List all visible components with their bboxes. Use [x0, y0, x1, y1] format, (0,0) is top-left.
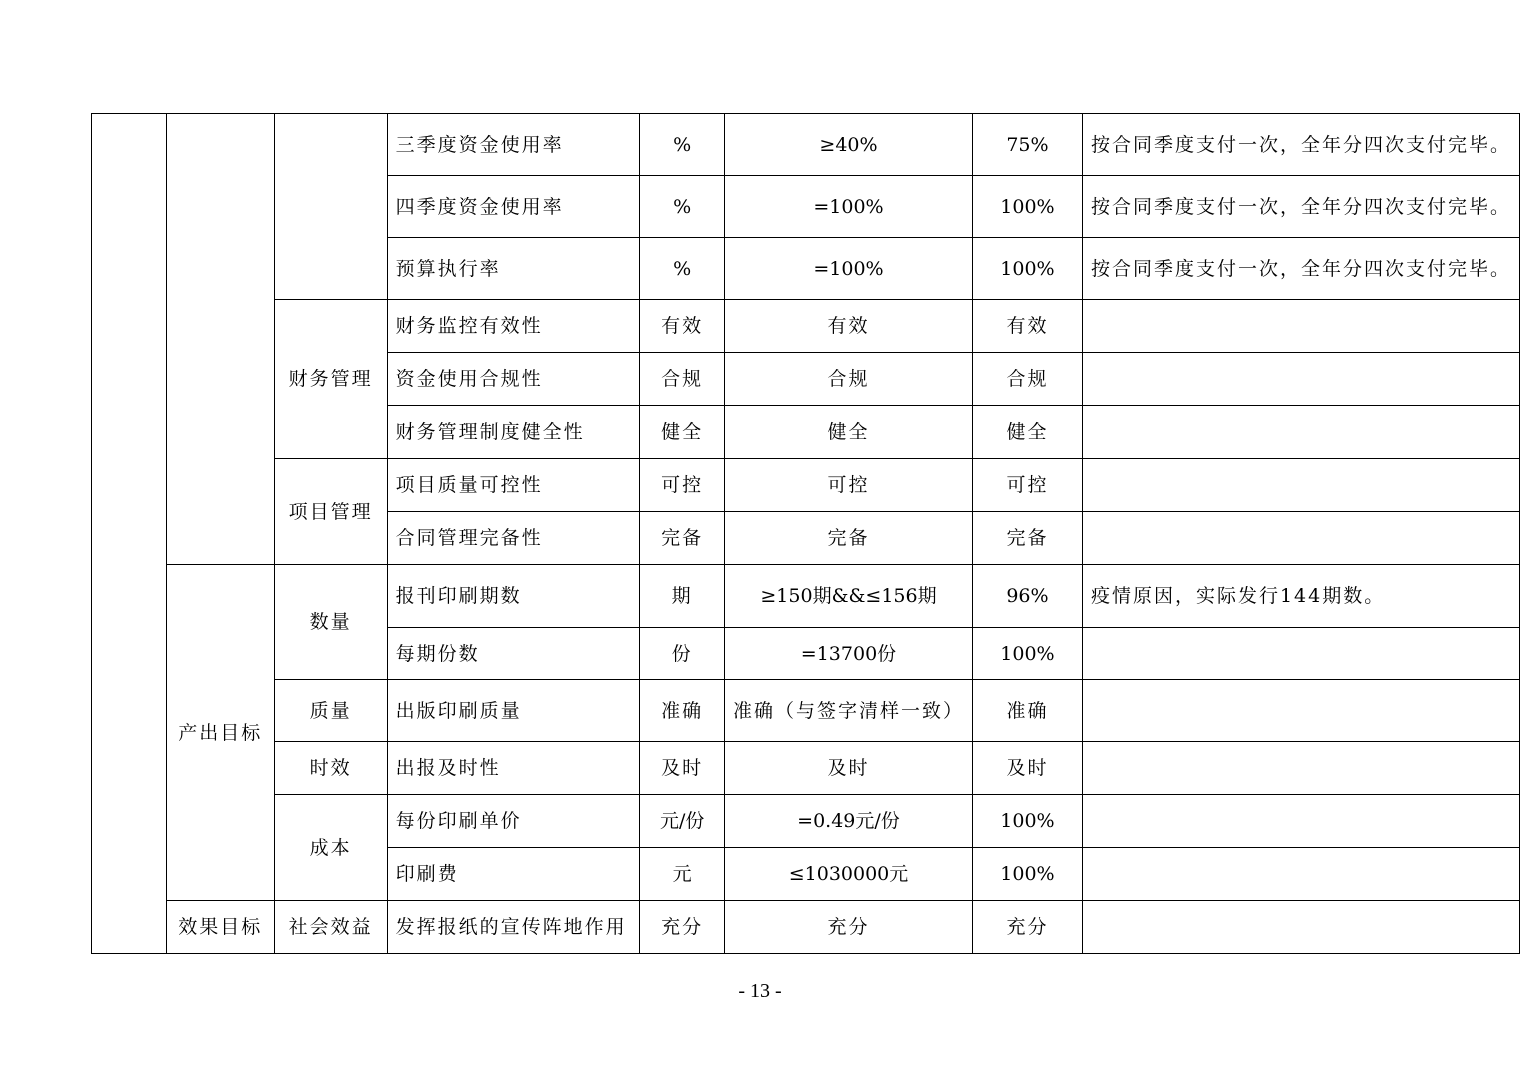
indicator-cell: 每份印刷单价 [387, 795, 640, 848]
performance-indicator-table [91, 113, 1520, 954]
target-cell: =13700份 [724, 628, 972, 680]
target-cell: 可控 [724, 459, 972, 512]
actual-cell: 100% [973, 848, 1083, 901]
indicator-cell: 预算执行率 [387, 238, 640, 300]
unit-cell: 元/份 [640, 795, 725, 848]
level1-cell [92, 114, 167, 954]
level3-cell: 财务管理 [274, 300, 387, 459]
actual-cell: 健全 [973, 406, 1083, 459]
level2-cell: 效果目标 [166, 901, 274, 954]
level3-cell: 数量 [274, 565, 387, 680]
table-row [92, 114, 1520, 176]
table-row [92, 565, 1520, 628]
indicator-cell: 发挥报纸的宣传阵地作用 [387, 901, 640, 954]
unit-cell: 可控 [640, 459, 725, 512]
level3-cell: 项目管理 [274, 459, 387, 565]
note-cell: 按合同季度支付一次，全年分四次支付完毕。 [1082, 114, 1519, 176]
note-cell [1082, 848, 1519, 901]
actual-cell: 有效 [973, 300, 1083, 353]
actual-cell: 及时 [973, 742, 1083, 795]
unit-cell: 充分 [640, 901, 725, 954]
table-row [92, 459, 1520, 512]
unit-cell: % [640, 176, 725, 238]
note-cell [1082, 459, 1519, 512]
indicator-cell: 资金使用合规性 [387, 353, 640, 406]
table-row [92, 901, 1520, 954]
indicator-cell: 四季度资金使用率 [387, 176, 640, 238]
note-cell [1082, 680, 1519, 742]
target-cell: ≤1030000元 [724, 848, 972, 901]
unit-cell: 及时 [640, 742, 725, 795]
unit-cell: % [640, 114, 725, 176]
note-cell: 按合同季度支付一次，全年分四次支付完毕。 [1082, 238, 1519, 300]
note-cell [1082, 512, 1519, 565]
page-number: - 13 - [738, 980, 782, 1002]
level3-cell: 社会效益 [274, 901, 387, 954]
target-cell: ≥150期&&≤156期 [724, 565, 972, 628]
actual-cell: 合规 [973, 353, 1083, 406]
unit-cell: 期 [640, 565, 725, 628]
note-cell [1082, 300, 1519, 353]
table-row [92, 795, 1520, 848]
target-cell: 合规 [724, 353, 972, 406]
target-cell: 及时 [724, 742, 972, 795]
target-cell: 完备 [724, 512, 972, 565]
target-cell: 准确（与签字清样一致） [724, 680, 972, 742]
actual-cell: 准确 [973, 680, 1083, 742]
note-cell: 按合同季度支付一次，全年分四次支付完毕。 [1082, 176, 1519, 238]
note-cell [1082, 795, 1519, 848]
actual-cell: 充分 [973, 901, 1083, 954]
level2-cell: 产出目标 [166, 565, 274, 901]
level3-cell: 质量 [274, 680, 387, 742]
actual-cell: 100% [973, 795, 1083, 848]
indicator-cell: 财务监控有效性 [387, 300, 640, 353]
table-row [92, 300, 1520, 353]
indicator-cell: 合同管理完备性 [387, 512, 640, 565]
indicator-cell: 印刷费 [387, 848, 640, 901]
level3-cell [274, 114, 387, 300]
note-cell [1082, 353, 1519, 406]
indicator-cell: 项目质量可控性 [387, 459, 640, 512]
unit-cell: 元 [640, 848, 725, 901]
note-cell [1082, 742, 1519, 795]
actual-cell: 完备 [973, 512, 1083, 565]
table-row [92, 742, 1520, 795]
indicator-cell: 三季度资金使用率 [387, 114, 640, 176]
target-cell: =100% [724, 238, 972, 300]
actual-cell: 100% [973, 238, 1083, 300]
target-cell: 充分 [724, 901, 972, 954]
target-cell: =100% [724, 176, 972, 238]
actual-cell: 可控 [973, 459, 1083, 512]
target-cell: 有效 [724, 300, 972, 353]
unit-cell: % [640, 238, 725, 300]
actual-cell: 100% [973, 628, 1083, 680]
indicator-cell: 出报及时性 [387, 742, 640, 795]
actual-cell: 96% [973, 565, 1083, 628]
actual-cell: 100% [973, 176, 1083, 238]
indicator-cell: 财务管理制度健全性 [387, 406, 640, 459]
note-cell [1082, 406, 1519, 459]
table-row [92, 680, 1520, 742]
unit-cell: 合规 [640, 353, 725, 406]
unit-cell: 有效 [640, 300, 725, 353]
indicator-cell: 每期份数 [387, 628, 640, 680]
unit-cell: 准确 [640, 680, 725, 742]
indicator-cell: 报刊印刷期数 [387, 565, 640, 628]
level3-cell: 时效 [274, 742, 387, 795]
unit-cell: 份 [640, 628, 725, 680]
note-cell [1082, 901, 1519, 954]
note-cell: 疫情原因，实际发行144期数。 [1082, 565, 1519, 628]
target-cell: =0.49元/份 [724, 795, 972, 848]
unit-cell: 健全 [640, 406, 725, 459]
target-cell: 健全 [724, 406, 972, 459]
unit-cell: 完备 [640, 512, 725, 565]
indicator-cell: 出版印刷质量 [387, 680, 640, 742]
note-cell [1082, 628, 1519, 680]
level2-cell [166, 114, 274, 565]
actual-cell: 75% [973, 114, 1083, 176]
target-cell: ≥40% [724, 114, 972, 176]
level3-cell: 成本 [274, 795, 387, 901]
